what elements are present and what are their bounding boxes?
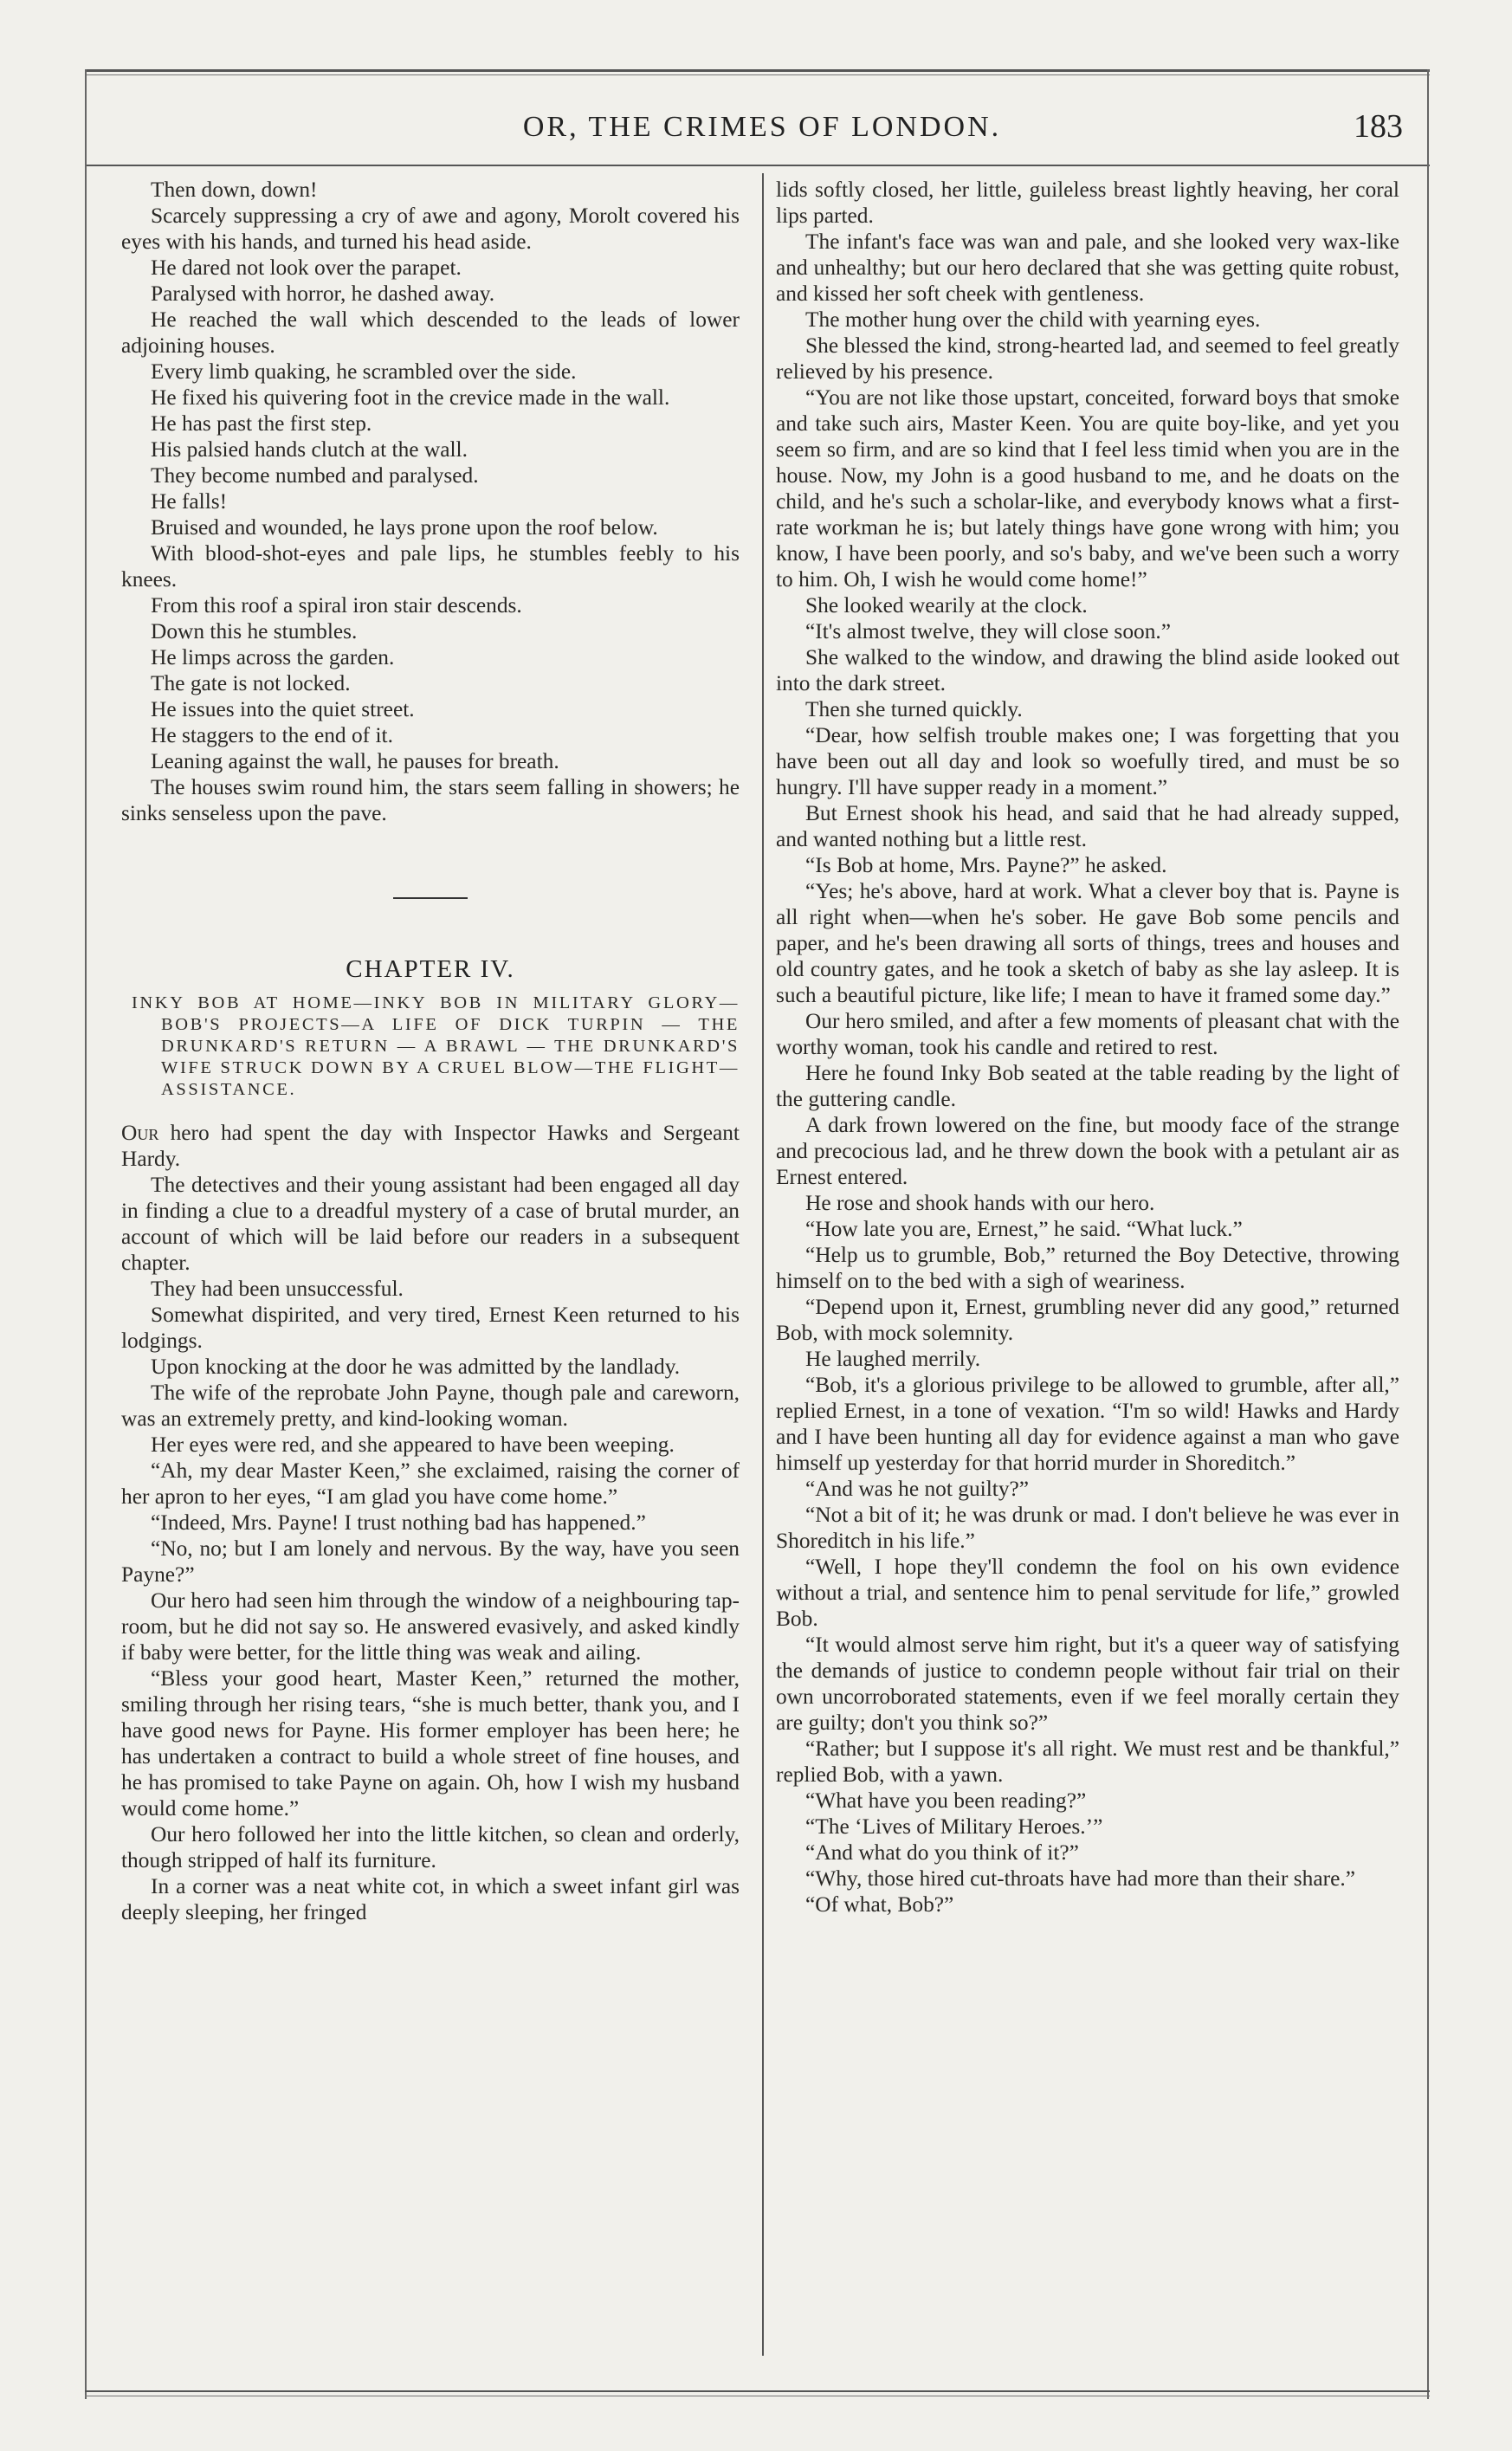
paragraph: They had been unsuccessful. [151,1277,404,1301]
paragraph: Bruised and wounded, he lays prone upon the roof below. [151,515,658,540]
paragraph: She walked to the window, and drawing the blind aside looked out into the dark street. [776,645,1399,695]
paragraph: The detectives and their young assistant had been engaged all day in finding a clue to a dreadful mystery of a case of brutal murder, an account of which will be laid before our readers in a subsequent chapter. [121,1173,740,1275]
paragraph: He rose and shook hands with our hero. [805,1191,1155,1215]
column-divider [762,173,764,2356]
paragraph: “Of what, Bob?” [805,1892,954,1917]
paragraph: Somewhat dispirited, and very tired, Ernest Keen returned to his lodgings. [121,1303,740,1353]
paragraph: “How late you are, Ernest,” he said. “What luck.” [805,1217,1243,1241]
paragraph: Here he found Inky Bob seated at the table reading by the light of the guttering candle. [776,1061,1399,1111]
paragraph: His palsied hands clutch at the wall. [151,437,468,462]
chapter-summary [121,993,740,1101]
page-number: 183 [1354,108,1403,145]
paragraph: She blessed the kind, strong-hearted lad, and seemed to feel greatly relieved by his presence. [776,333,1399,384]
left-border-rule [85,69,87,2399]
chapter-paragraphs [121,1172,740,1925]
paragraph: “No, no; but I am lonely and nervous. By the way, have you seen Payne?” [121,1536,740,1587]
paragraph: Leaning against the wall, he pauses for breath. [151,749,559,773]
paragraph: “Is Bob at home, Mrs. Payne?” he asked. [805,853,1167,877]
paragraph: “Depend upon it, Ernest, grumbling never did any good,” returned Bob, with mock solemnity. [776,1295,1399,1345]
chapter-summary-text: INKY BOB AT HOME—INKY BOB IN MILITARY GLORY—BOB'S PROJECTS—A LIFE OF DICK TURPIN — THE DRUNKARD'S RETURN — A BRAWL — THE DRUNKARD'S WIFE STRUCK DOWN BY A CRUEL BLOW—THE FLIGHT—ASSISTANCE. [132,993,740,1099]
paragraph: He dared not look over the parapet. [151,255,462,280]
paragraph: Scarcely suppressing a cry of awe and agony, Morolt covered his eyes with his hands, and turned his head aside. [121,204,740,254]
paragraph: He fixed his quivering foot in the crevice made in the wall. [151,385,670,410]
right-paragraphs [776,177,1399,1917]
chapter-opening-paragraph [121,1120,740,1172]
paragraph: “Not a bit of it; he was drunk or mad. I don't believe he was ever in Shoreditch in his life.” [776,1503,1399,1553]
paragraph: Our hero smiled, and after a few moments of pleasant chat with the worthy woman, took his candle and retired to rest. [776,1009,1399,1059]
top-border-rule [85,69,1430,72]
chapter-opening-word: Our [121,1121,159,1145]
paragraph: Down this he stumbles. [151,619,358,643]
paragraph: She looked wearily at the clock. [805,593,1088,618]
paragraph: Then down, down! [151,178,318,202]
section-break [121,826,740,956]
paragraph: “It would almost serve him right, but it's a queer way of satisfying the demands of justice to condemn people without fair trial on their own uncorroborated statements, even if we feel morally certain they are guilty; don't you think so?” [776,1633,1399,1735]
paragraph: “Indeed, Mrs. Payne! I trust nothing bad has happened.” [151,1510,646,1535]
left-column [121,177,740,1925]
paragraph: The houses swim round him, the stars seem falling in showers; he sinks senseless upon the pave. [121,775,740,825]
paragraph: He has past the first step. [151,411,372,436]
paragraph: Every limb quaking, he scrambled over the side. [151,359,577,384]
paragraph: Upon knocking at the door he was admitted by the landlady. [151,1355,681,1379]
paragraph: “The ‘Lives of Military Heroes.’” [805,1814,1103,1839]
paragraph: “Well, I hope they'll condemn the fool on his own evidence without a trial, and sentence him to penal servitude for life,” growled Bob. [776,1555,1399,1631]
right-column [776,177,1399,1917]
paragraph: Then she turned quickly. [805,697,1023,721]
paragraph: In a corner was a neat white cot, in which a sweet infant girl was deeply sleeping, her fringed [121,1874,740,1924]
paragraph: lids softly closed, her little, guileless breast lightly heaving, her coral lips parted. [776,178,1399,228]
paragraph: “And what do you think of it?” [805,1840,1079,1865]
paragraph: A dark frown lowered on the fine, but moody face of the strange and precocious lad, and he threw down the book with a petulant air as Ernest entered. [776,1113,1399,1189]
paragraph: Her eyes were red, and she appeared to have been weeping. [151,1432,675,1457]
paragraph: With blood-shot-eyes and pale lips, he stumbles feebly to his knees. [121,541,740,592]
paragraph: From this roof a spiral iron stair descends. [151,593,522,618]
paragraph: The wife of the reprobate John Payne, though pale and careworn, was an extremely pretty, and kind-looking woman. [121,1381,740,1431]
paragraph: He staggers to the end of it. [151,723,393,747]
header-rule [85,165,1430,166]
paragraph: “Dear, how selfish trouble makes one; I was forgetting that you have been out all day and look so woefully tired, and must be so hungry. I'll have supper ready in a moment.” [776,723,1399,799]
paragraph: He issues into the quiet street. [151,697,415,721]
paragraph: Our hero followed her into the little kitchen, so clean and orderly, though stripped of half its furniture. [121,1822,740,1872]
section-break-rule [393,897,468,899]
paragraph: “And was he not guilty?” [805,1477,1030,1501]
paragraph: “Bless your good heart, Master Keen,” returned the mother, smiling through her rising tears, “she is much better, thank you, and I have good news for Payne. His former employer has been here; he has undertaken a contract to build a whole street of fine houses, and he has promised to take Payne on again. Oh, how I wish my husband would come home.” [121,1666,740,1820]
paragraph: “Help us to grumble, Bob,” returned the Boy Detective, throwing himself on to the bed with a sigh of weariness. [776,1243,1399,1293]
bottom-border-rule [85,2390,1430,2392]
running-title: OR, THE CRIMES OF LONDON. [522,111,1002,143]
paragraph: “What have you been reading?” [805,1788,1087,1813]
paragraph: “It's almost twelve, they will close soon.” [805,619,1172,643]
left-paragraphs [121,177,740,826]
paragraph: But Ernest shook his head, and said that he had already supped, and wanted nothing but a little rest. [776,801,1399,851]
paragraph: “Rather; but I suppose it's all right. We must rest and be thankful,” replied Bob, with a yawn. [776,1736,1399,1787]
paragraph: “Ah, my dear Master Keen,” she exclaimed, raising the corner of her apron to her eyes, “I am glad you have come home.” [121,1458,740,1509]
paragraph: He laughed merrily. [805,1347,981,1371]
chapter-opening-text: hero had spent the day with Inspector Hawks and Sergeant Hardy. [121,1121,740,1171]
paragraph: He limps across the garden. [151,645,395,669]
right-border-rule [1427,69,1429,2399]
paragraph: “Why, those hired cut-throats have had more than their share.” [805,1866,1355,1891]
paragraph: “Bob, it's a glorious privilege to be allowed to grumble, after all,” replied Ernest, in a tone of vexation. “I'm so wild! Hawks and Hardy and I have been hunting all day for evidence against a man who gave himself up yesterday for that horrid murder in Shoreditch.” [776,1373,1399,1475]
chapter-title: CHAPTER IV. [346,955,515,983]
paragraph: He falls! [151,489,228,514]
paragraph: They become numbed and paralysed. [151,463,479,488]
top-border-rule-thin [85,74,1430,75]
paragraph: The mother hung over the child with yearning eyes. [805,307,1261,332]
paragraph: “You are not like those upstart, conceited, forward boys that smoke and take such airs, Master Keen. You are quite boy-like, and yet you seem so firm, and are so kind that I feel less timid when you are in the house. Now, my John is a good husband to me, and he doats on the child, and he's such a scholar-like, and everybody knows what a first-rate workman he is; but lately things have gone wrong with him; you know, I have been poorly, and so's baby, and we've been such a worry to him. Oh, I wish he would come home!” [776,385,1399,592]
paragraph: “Yes; he's above, hard at work. What a clever boy that is. Payne is all right when—when he's sober. He gave Bob some pencils and paper, and he's been drawing all sorts of things, trees and houses and old country gates, and he took a sketch of baby as she lay asleep. It is such a beautiful picture, like life; I mean to have it framed some day.” [776,879,1399,1007]
paragraph: Paralysed with horror, he dashed away. [151,281,495,306]
paragraph: Our hero had seen him through the window of a neighbouring tap-room, but he did not say so. He answered evasively, and asked kindly if baby were better, for the little thing was weak and ailing. [121,1588,740,1665]
paragraph: The infant's face was wan and pale, and she looked very wax-like and unhealthy; but our hero declared that she was getting quite robust, and kissed her soft cheek with gentleness. [776,230,1399,306]
paragraph: He reached the wall which descended to the leads of lower adjoining houses. [121,307,740,358]
paragraph: The gate is not locked. [151,671,351,695]
